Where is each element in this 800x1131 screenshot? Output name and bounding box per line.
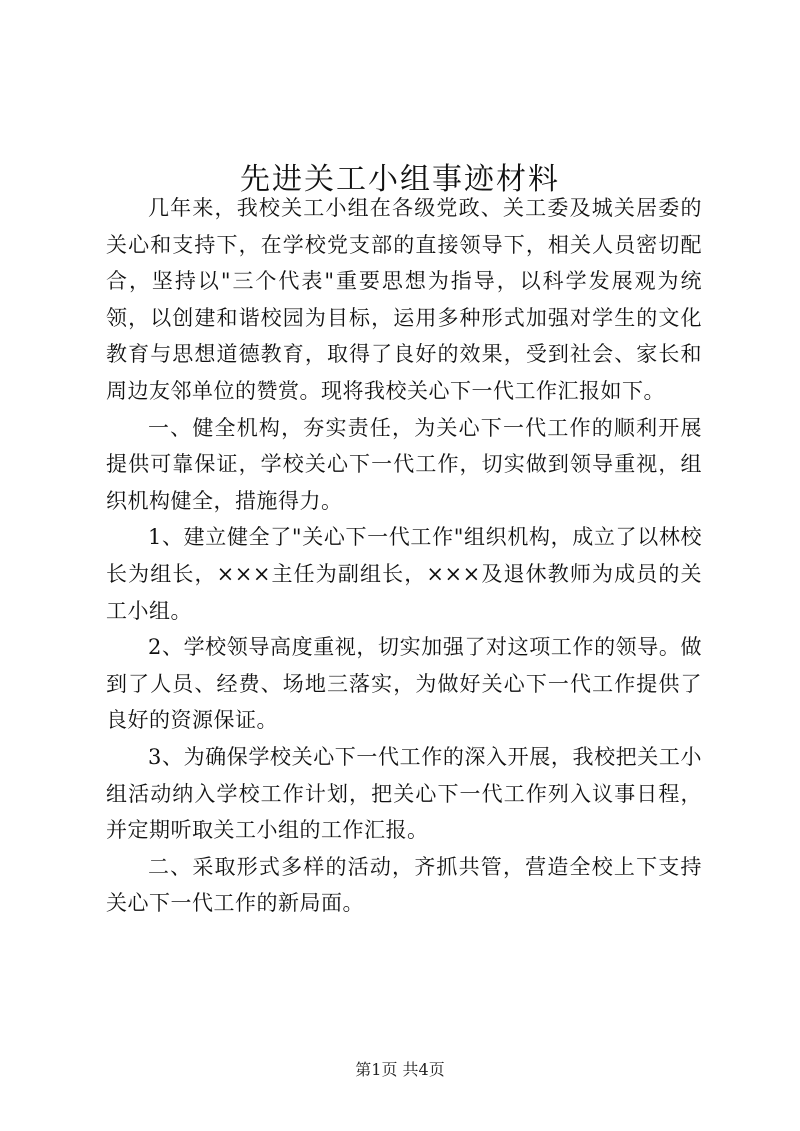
- document-title: 先进关工小组事迹材料: [240, 162, 560, 198]
- page-number-footer: 第1页 共4页: [355, 1060, 445, 1079]
- paragraph-item-2: 2、学校领导高度重视，切实加强了对这项工作的领导。做到了人员、经费、场地三落实，为做好关心下一代工作提供了良好的资源保证。: [106, 635, 702, 733]
- paragraph-intro: 几年来，我校关工小组在各级党政、关工委及城关居委的关心和支持下，在学校党支部的直接领导下，相关人员密切配合，坚持以"三个代表"重要思想为指导，以科学发展观为统领，以创建和谐校园为目标，运用多种形式加强对学生的文化教育与思想道德教育，取得了良好的效果，受到社会、家长和周边友邻单位的赞赏。现将我校关心下一代工作汇报如下。: [106, 196, 702, 403]
- paragraph-section-two: 二、采取形式多样的活动，齐抓共管，营造全校上下支持关心下一代工作的新局面。: [106, 854, 702, 916]
- paragraph-item-3: 3、为确保学校关心下一代工作的深入开展，我校把关工小组活动纳入学校工作计划，把关心下一代工作列入议事日程，并定期听取关工小组的工作汇报。: [106, 744, 702, 843]
- paragraph-item-1: 1、建立健全了"关心下一代工作"组织机构，成立了以林校长为组长，×××主任为副组长，×××及退休教师为成员的关工小组。: [106, 525, 702, 623]
- document-body: [106, 190, 702, 922]
- paragraph-section-one: 一、健全机构，夯实责任，为关心下一代工作的顺利开展提供可靠保证，学校关心下一代工作，切实做到领导重视，组织机构健全，措施得力。: [106, 415, 702, 513]
